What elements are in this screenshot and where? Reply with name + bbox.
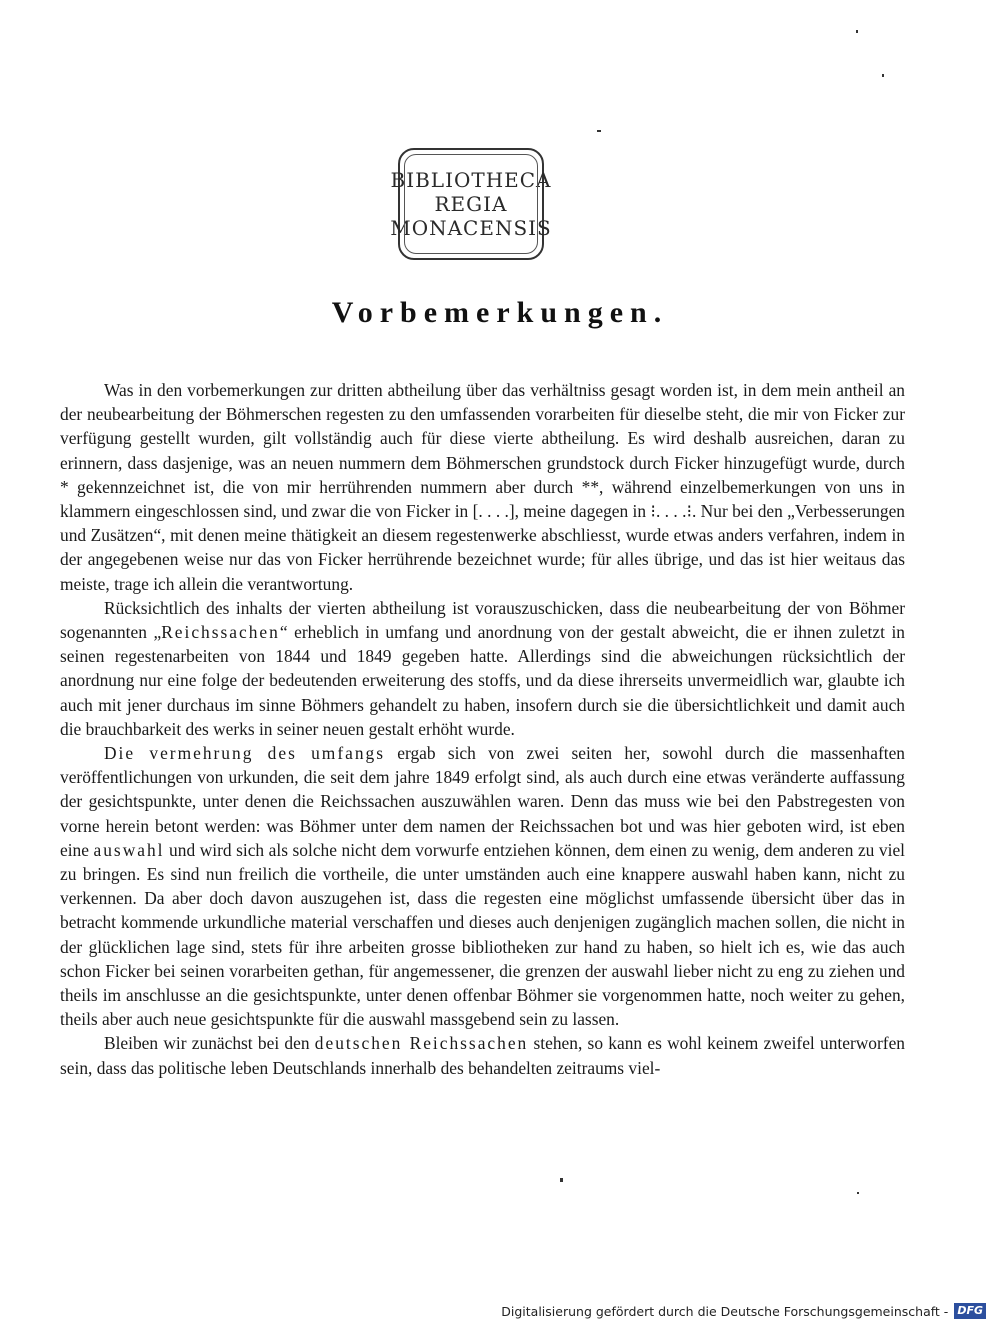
page-title: Vorbemerkungen. xyxy=(331,296,669,329)
paragraph xyxy=(60,596,905,741)
footer-credit xyxy=(501,1303,986,1319)
paragraph-text: Bleiben wir zunächst bei den xyxy=(104,1033,315,1054)
scan-speck xyxy=(597,130,601,132)
library-stamp xyxy=(390,148,552,260)
stamp-line: REGIA xyxy=(434,192,508,216)
footer-text: Digitalisierung gefördert durch die Deutsche Forschungsgemeinschaft - xyxy=(501,1303,949,1319)
dfg-logo-icon: DFG xyxy=(954,1303,986,1319)
emphasized-text: Die vermehrung des umfangs xyxy=(104,743,385,764)
paragraph-text: ergab sich von zwei seiten her, sowohl durch die massenhaften veröffentlichungen von urkunden, die seit dem jahre 1849 erfolgt sind, als auch durch eine etwas veränderte auffassung der gesichtspunkte, unter denen die Reichssachen auszuwählen waren. Denn das muss wie bei den Pabstregesten von vorne herein betont werden: was Böhmer unter dem namen der Reichssachen bot und was hier geboten wird, ist eben eine xyxy=(60,743,905,860)
paragraph-text: Was in den vorbemerkungen zur dritten abtheilung über das verhältniss gesagt worden ist, in dem mein antheil an der neubearbeitung der Böhmerschen regesten zu den umfassenden vorarbeiten für dieselbe steht, die mir von Ficker zur verfügung gestellt wurden, gilt vollständig auch für diese vierte abtheilung. Es wird deshalb ausreichen, daran zu erinnern, dass dasjenige, was an neuen nummern dem Böhmerschen grundstock durch Ficker hinzugefügt wurde, durch * gekennzeichnet ist, die von mir herrührenden nummern aber durch **, während einzelbemerkungen von uns in klammern eingeschlossen sind, und zwar die von Ficker in [. . . .], meine dagegen in ⁝. . . .⁝. Nur bei den „Verbesserungen und Zusätzen“, mit denen meine thätigkeit an diesem regestenwerke abschliesst, wurde etwas anders verfahren, indem in der angegebenen weise nur das von Ficker herrührende bezeichnet wurde; für alles übrige, und das ist hier weitaus das meiste, trage ich allein die verantwortung. xyxy=(60,380,905,594)
scan-speck xyxy=(560,1178,563,1182)
paragraph-text: stehen, so kann es wohl keinem zweifel unterworfen sein, dass das politische leben Deutschlands innerhalb des behandelten zeitraums viel- xyxy=(60,1033,906,1078)
paragraph-text: und wird sich als solche nicht dem vorwurfe entziehen können, dem einen zu wenig, dem anderen zu viel zu bringen. Es sind nun freilich die vortheile, die unter umständen auch eine knappere auswahl haben kann, nicht zu verkennen. Da aber doch davon auszugehen ist, dass die regesten eine möglichst umfassende übersicht über das in betracht kommende urkundliche material verschaffen und dieses auch denjenigen zugänglich machen sollen, die nicht in der glücklichen lage sind, stets für ihre arbeiten grosse bibliotheken zur hand zu haben, so hielt ich es, wie das auch schon Ficker bei seinen vorarbeiten gethan, für angemessener, die grenzen der auswahl lieber nicht zu eng zu ziehen und theils im anschlusse an die gesichtspunkte, unter denen offenbar Böhmer sie vorgenommen hatte, noch weiter zu gehen, theils aber auch neue gesichtspunkte für die auswahl massgebend sein zu lassen. xyxy=(60,839,905,1030)
paragraph-text: “ erheblich in umfang und anordnung von der gestalt abweicht, die er ihnen zuletzt in seinen regestenarbeiten von 1844 und 1849 gegeben hatte. Allerdings sind die abweichungen rücksichtlich der anordnung nur eine folge der bedeutenden erweiterung des stoffs, und da diese ihrerseits unvermeidlich war, glaubte ich auch mit jener durchaus im sinne Böhmers gehandelt zu haben, insofern durch sie die übersichtlichkeit und damit auch die brauchbarkeit des werks in seiner neuen gestalt erhöht wurde. xyxy=(60,622,905,739)
paragraph xyxy=(60,378,905,596)
emphasized-text: auswahl xyxy=(93,839,165,860)
paragraph xyxy=(60,741,905,1031)
stamp-line: BIBLIOTHECA xyxy=(390,168,552,192)
paragraph xyxy=(60,1031,905,1079)
body-text xyxy=(60,378,905,1080)
emphasized-text: Reichssachen xyxy=(161,622,280,643)
scan-speck xyxy=(857,1192,859,1194)
scan-speck xyxy=(882,74,884,77)
scan-speck xyxy=(856,30,858,33)
stamp-line: MONACENSIS xyxy=(390,216,552,240)
emphasized-text: deutschen Reichssachen xyxy=(314,1033,529,1054)
paragraph-text: Rücksichtlich des inhalts der vierten abtheilung ist vorauszuschicken, dass die neubearbeitung der von Böhmer sogenannten „ xyxy=(60,597,905,643)
